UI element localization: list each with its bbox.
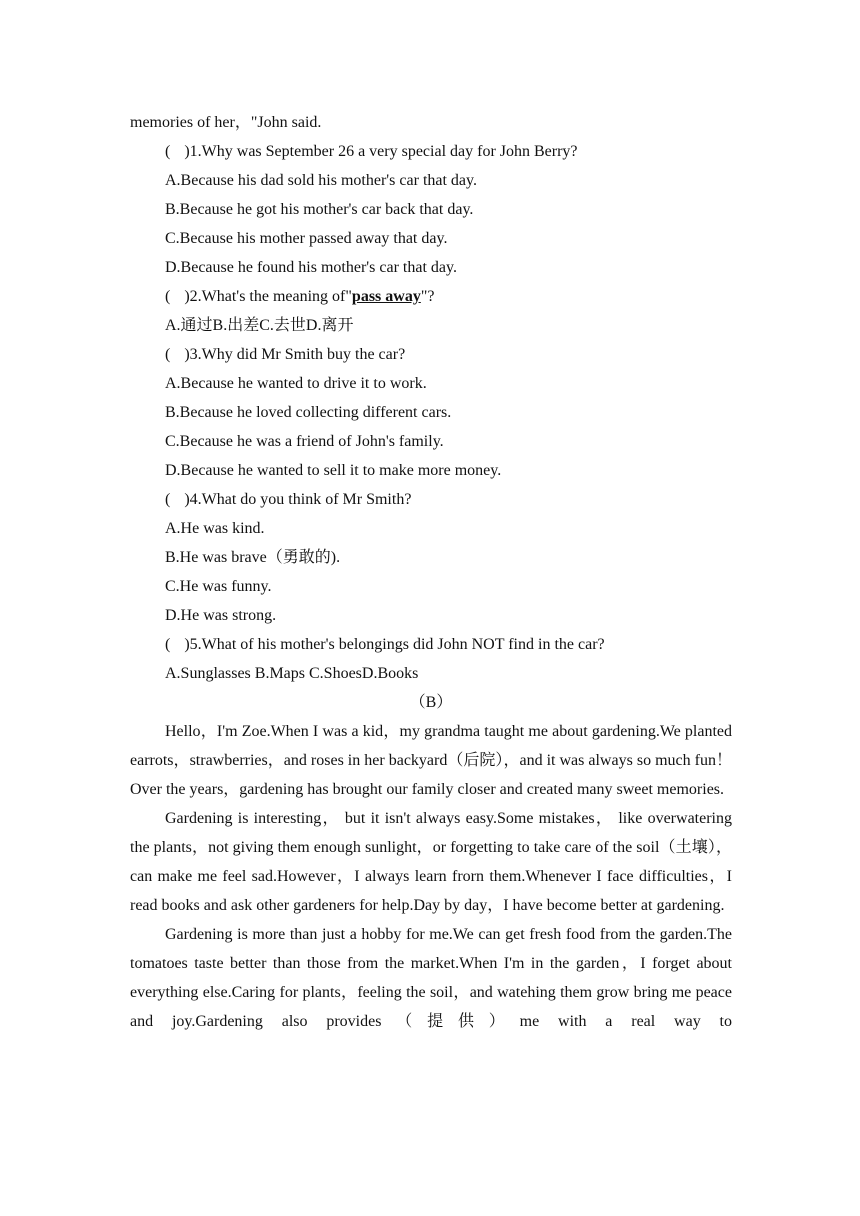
- option-c: C.Because his mother passed away that day.: [165, 230, 448, 247]
- option-a: A.Because he wanted to drive it to work.: [165, 375, 427, 392]
- option-d: D.He was strong.: [165, 607, 277, 624]
- answer-paren-open: (: [165, 636, 171, 653]
- option-c: C.He was funny.: [165, 578, 272, 595]
- lead-line: memories of her，"John said.: [130, 114, 322, 131]
- question-stem-prefix: )2.What's the meaning of": [184, 288, 352, 305]
- question-stem: )3.Why did Mr Smith buy the car?: [184, 346, 406, 363]
- passage-paragraph-1: Hello，I'm Zoe.When I was a kid，my grandma taught me about gardening.We planted earrots，strawberries，and roses in her backyard（后院），and it was always so much fun！Over the years，gardening has brought our family closer and created many sweet memories.: [130, 723, 732, 798]
- answer-paren-open: (: [165, 491, 171, 508]
- option-b: B.He was brave（勇敢的).: [165, 549, 341, 566]
- question-1: [130, 137, 732, 166]
- option-a: A.Because his dad sold his mother's car that day.: [165, 172, 477, 189]
- option-c: C.Because he was a friend of John's family.: [165, 433, 444, 450]
- emphasized-phrase: pass away: [351, 288, 421, 305]
- document-page: [130, 108, 732, 1036]
- question-stem: )1.Why was September 26 a very special day for John Berry?: [184, 143, 578, 160]
- question-stem: )4.What do you think of Mr Smith?: [184, 491, 412, 508]
- options-line: A.通过B.出差C.去世D.离开: [165, 317, 354, 334]
- option-b: B.Because he got his mother's car back that day.: [165, 201, 474, 218]
- option-d: D.Because he found his mother's car that day.: [165, 259, 457, 276]
- question-2: [130, 282, 732, 311]
- options-line: A.Sunglasses B.Maps C.ShoesD.Books: [165, 665, 419, 682]
- question-3: [130, 340, 732, 369]
- passage-paragraph-2: Gardening is interesting， but it isn't always easy.Some mistakes， like overwatering the plants，not giving them enough sunlight，or forgetting to take care of the soil（土壤），can make me feel sad.However，I always learn frorn them.Whenever I face difficulties，I read books and ask other gardeners for help.Day by day，I have become better at gardening.: [130, 810, 732, 914]
- answer-paren-open: (: [165, 346, 171, 363]
- answer-paren-open: (: [165, 143, 171, 160]
- question-stem-suffix: "?: [420, 288, 435, 305]
- option-a: A.He was kind.: [165, 520, 265, 537]
- question-4: [130, 485, 732, 514]
- section-title: （B）: [409, 694, 453, 711]
- passage-paragraph-3: Gardening is more than just a hobby for me.We can get fresh food from the garden.The tomatoes taste better than those from the market.When I'm in the garden，I forget about everything else.Caring for plants，feeling the soil，and watehing them grow bring me peace and joy.Gardening also provides（提供）me with a real way to: [130, 926, 732, 1030]
- option-d: D.Because he wanted to sell it to make more money.: [165, 462, 502, 479]
- question-5: [130, 630, 732, 659]
- option-b: B.Because he loved collecting different cars.: [165, 404, 452, 421]
- question-stem: )5.What of his mother's belongings did John NOT find in the car?: [184, 636, 605, 653]
- answer-paren-open: (: [165, 288, 171, 305]
